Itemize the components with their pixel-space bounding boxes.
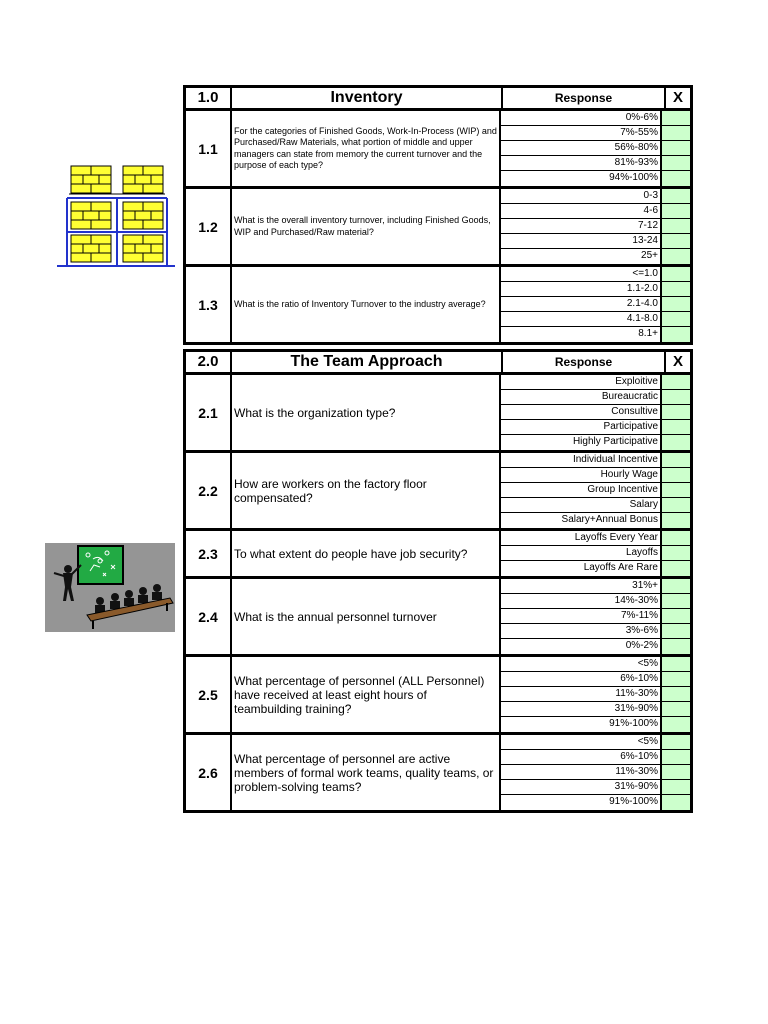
answer-checkbox[interactable] bbox=[662, 780, 690, 794]
question-text: To what extent do people have job security? bbox=[234, 546, 468, 561]
response-option bbox=[501, 171, 690, 186]
option-label: 25+ bbox=[501, 249, 662, 264]
response-option bbox=[501, 735, 690, 750]
question-row bbox=[186, 111, 690, 189]
response-option bbox=[501, 189, 690, 204]
response-option bbox=[501, 141, 690, 156]
response-header: Response bbox=[503, 88, 666, 108]
section-title: Inventory bbox=[232, 88, 503, 108]
answer-checkbox[interactable] bbox=[662, 594, 690, 608]
answer-checkbox[interactable] bbox=[662, 672, 690, 686]
response-option bbox=[501, 624, 690, 639]
response-option bbox=[501, 219, 690, 234]
question-number: 1.1 bbox=[186, 111, 232, 186]
response-option bbox=[501, 234, 690, 249]
answer-checkbox[interactable] bbox=[662, 189, 690, 203]
response-option bbox=[501, 609, 690, 624]
question-row bbox=[186, 531, 690, 579]
answer-checkbox[interactable] bbox=[662, 750, 690, 764]
answer-checkbox[interactable] bbox=[662, 405, 690, 419]
option-label: 4-6 bbox=[501, 204, 662, 218]
answer-checkbox[interactable] bbox=[662, 468, 690, 482]
response-option bbox=[501, 267, 690, 282]
answer-checkbox[interactable] bbox=[662, 267, 690, 281]
option-label: <5% bbox=[501, 657, 662, 671]
option-label: 4.1-8.0 bbox=[501, 312, 662, 326]
answer-checkbox[interactable] bbox=[662, 156, 690, 170]
response-option bbox=[501, 156, 690, 171]
response-option bbox=[501, 717, 690, 732]
response-option bbox=[501, 111, 690, 126]
option-label: 7-12 bbox=[501, 219, 662, 233]
option-label: 81%-93% bbox=[501, 156, 662, 170]
option-label: Layoffs Every Year bbox=[501, 531, 662, 545]
response-option bbox=[501, 249, 690, 264]
response-option bbox=[501, 750, 690, 765]
option-label: Exploitive bbox=[501, 375, 662, 389]
answer-checkbox[interactable] bbox=[662, 702, 690, 716]
question-text: What percentage of personnel (ALL Personnel) have received at least eight hours of teambuilding training? bbox=[234, 673, 485, 716]
answer-checkbox[interactable] bbox=[662, 234, 690, 248]
response-option bbox=[501, 765, 690, 780]
response-option bbox=[501, 204, 690, 219]
response-option bbox=[501, 297, 690, 312]
question-text: What is the annual personnel turnover bbox=[234, 609, 437, 624]
section-number: 1.0 bbox=[186, 88, 232, 108]
answer-checkbox[interactable] bbox=[662, 420, 690, 434]
option-label: Participative bbox=[501, 420, 662, 434]
section-team-approach bbox=[183, 349, 693, 813]
answer-checkbox[interactable] bbox=[662, 171, 690, 186]
answer-checkbox[interactable] bbox=[662, 204, 690, 218]
option-label: Layoffs bbox=[501, 546, 662, 560]
option-label: Group Incentive bbox=[501, 483, 662, 497]
answer-checkbox[interactable] bbox=[662, 735, 690, 749]
question-row bbox=[186, 579, 690, 657]
response-header: Response bbox=[503, 352, 666, 372]
response-option bbox=[501, 687, 690, 702]
option-label: 94%-100% bbox=[501, 171, 662, 186]
option-label: 14%-30% bbox=[501, 594, 662, 608]
response-option bbox=[501, 312, 690, 327]
option-label: 91%-100% bbox=[501, 717, 662, 732]
question-row bbox=[186, 735, 690, 810]
option-label: 3%-6% bbox=[501, 624, 662, 638]
question-text: What is the organization type? bbox=[234, 405, 396, 420]
section-inventory bbox=[183, 85, 693, 345]
question-number: 2.1 bbox=[186, 375, 232, 450]
response-option bbox=[501, 546, 690, 561]
answer-checkbox[interactable] bbox=[662, 513, 690, 528]
answer-checkbox[interactable] bbox=[662, 609, 690, 623]
option-label: 7%-11% bbox=[501, 609, 662, 623]
question-number: 2.3 bbox=[186, 531, 232, 576]
response-option bbox=[501, 780, 690, 795]
question-number: 2.6 bbox=[186, 735, 232, 810]
option-label: <=1.0 bbox=[501, 267, 662, 281]
question-text: What percentage of personnel are active members of formal work teams, quality teams, or problem-solving teams? bbox=[234, 751, 494, 794]
option-label: 2.1-4.0 bbox=[501, 297, 662, 311]
option-label: 11%-30% bbox=[501, 687, 662, 701]
option-label: Bureaucratic bbox=[501, 390, 662, 404]
response-option bbox=[501, 702, 690, 717]
option-label: 6%-10% bbox=[501, 750, 662, 764]
response-option bbox=[501, 468, 690, 483]
option-label: 31%-90% bbox=[501, 702, 662, 716]
warehouse-shelf-illustration bbox=[57, 162, 175, 268]
answer-checkbox[interactable] bbox=[662, 390, 690, 404]
question-row bbox=[186, 189, 690, 267]
question-text: What is the ratio of Inventory Turnover to the industry average? bbox=[234, 298, 486, 309]
response-option bbox=[501, 453, 690, 468]
option-label: 56%-80% bbox=[501, 141, 662, 155]
question-text: For the categories of Finished Goods, Work-In-Process (WIP) and Purchased/Raw Materials, what portion of middle and upper managers can state from memory the current turnover and the purpose of each type? bbox=[234, 125, 497, 170]
option-label: <5% bbox=[501, 735, 662, 749]
option-label: Consultive bbox=[501, 405, 662, 419]
response-option bbox=[501, 594, 690, 609]
option-label: Individual Incentive bbox=[501, 453, 662, 467]
question-number: 2.2 bbox=[186, 453, 232, 528]
x-header: X bbox=[672, 353, 683, 370]
section-header bbox=[186, 88, 690, 111]
answer-checkbox[interactable] bbox=[662, 579, 690, 593]
response-option bbox=[501, 639, 690, 654]
option-label: 13-24 bbox=[501, 234, 662, 248]
option-label: Highly Participative bbox=[501, 435, 662, 450]
response-option bbox=[501, 375, 690, 390]
answer-checkbox[interactable] bbox=[662, 795, 690, 810]
answer-checkbox[interactable] bbox=[662, 453, 690, 467]
response-option bbox=[501, 327, 690, 342]
response-option bbox=[501, 579, 690, 594]
question-row bbox=[186, 375, 690, 453]
answer-checkbox[interactable] bbox=[662, 297, 690, 311]
answer-checkbox[interactable] bbox=[662, 282, 690, 296]
option-label: 0-3 bbox=[501, 189, 662, 203]
response-option bbox=[501, 561, 690, 576]
answer-checkbox[interactable] bbox=[662, 111, 690, 125]
answer-checkbox[interactable] bbox=[662, 624, 690, 638]
answer-checkbox[interactable] bbox=[662, 717, 690, 732]
answer-checkbox[interactable] bbox=[662, 312, 690, 326]
option-label: 8.1+ bbox=[501, 327, 662, 342]
response-option bbox=[501, 513, 690, 528]
answer-checkbox[interactable] bbox=[662, 546, 690, 560]
answer-checkbox[interactable] bbox=[662, 219, 690, 233]
question-number: 2.4 bbox=[186, 579, 232, 654]
answer-checkbox[interactable] bbox=[662, 126, 690, 140]
question-row bbox=[186, 657, 690, 735]
option-label: 1.1-2.0 bbox=[501, 282, 662, 296]
option-label: 7%-55% bbox=[501, 126, 662, 140]
section-number: 2.0 bbox=[186, 352, 232, 372]
option-label: Layoffs Are Rare bbox=[501, 561, 662, 576]
response-option bbox=[501, 795, 690, 810]
answer-checkbox[interactable] bbox=[662, 639, 690, 654]
team-coach-illustration bbox=[45, 543, 175, 632]
option-label: 6%-10% bbox=[501, 672, 662, 686]
response-option bbox=[501, 126, 690, 141]
answer-checkbox[interactable] bbox=[662, 687, 690, 701]
section-title: The Team Approach bbox=[232, 352, 503, 372]
answer-checkbox[interactable] bbox=[662, 435, 690, 450]
answer-checkbox[interactable] bbox=[662, 498, 690, 512]
option-label: Salary+Annual Bonus bbox=[501, 513, 662, 528]
question-text: What is the overall inventory turnover, including Finished Goods, WIP and Purchased/Raw material? bbox=[234, 215, 491, 237]
question-number: 2.5 bbox=[186, 657, 232, 732]
option-label: 91%-100% bbox=[501, 795, 662, 810]
response-option bbox=[501, 405, 690, 420]
answer-checkbox[interactable] bbox=[662, 327, 690, 342]
answer-checkbox[interactable] bbox=[662, 765, 690, 779]
option-label: 31%-90% bbox=[501, 780, 662, 794]
answer-checkbox[interactable] bbox=[662, 657, 690, 671]
x-header: X bbox=[672, 89, 683, 106]
section-header bbox=[186, 352, 690, 375]
option-label: 0%-2% bbox=[501, 639, 662, 654]
option-label: 11%-30% bbox=[501, 765, 662, 779]
option-label: Salary bbox=[501, 498, 662, 512]
option-label: Hourly Wage bbox=[501, 468, 662, 482]
response-option bbox=[501, 672, 690, 687]
response-option bbox=[501, 435, 690, 450]
option-label: 0%-6% bbox=[501, 111, 662, 125]
response-option bbox=[501, 282, 690, 297]
option-label: 31%+ bbox=[501, 579, 662, 593]
response-option bbox=[501, 390, 690, 405]
answer-checkbox[interactable] bbox=[662, 249, 690, 264]
response-option bbox=[501, 657, 690, 672]
response-option bbox=[501, 531, 690, 546]
answer-checkbox[interactable] bbox=[662, 531, 690, 545]
question-number: 1.2 bbox=[186, 189, 232, 264]
answer-checkbox[interactable] bbox=[662, 141, 690, 155]
question-row bbox=[186, 453, 690, 531]
response-option bbox=[501, 420, 690, 435]
question-row bbox=[186, 267, 690, 342]
answer-checkbox[interactable] bbox=[662, 375, 690, 389]
question-number: 1.3 bbox=[186, 267, 232, 342]
response-option bbox=[501, 483, 690, 498]
answer-checkbox[interactable] bbox=[662, 483, 690, 497]
question-text: How are workers on the factory floor compensated? bbox=[234, 476, 427, 505]
response-option bbox=[501, 498, 690, 513]
answer-checkbox[interactable] bbox=[662, 561, 690, 576]
